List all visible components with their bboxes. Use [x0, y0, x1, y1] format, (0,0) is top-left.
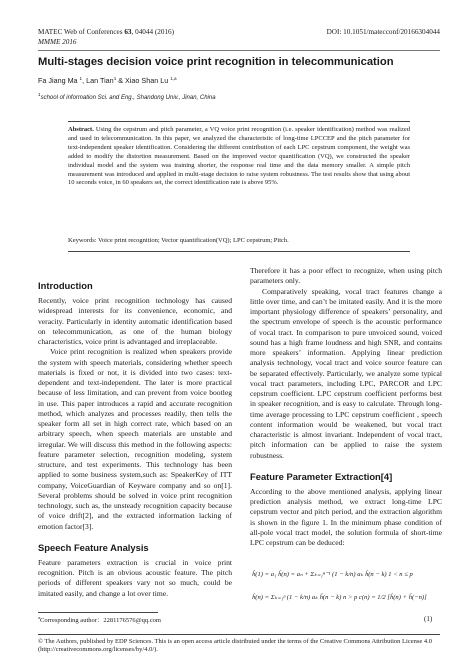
- equation-number: (1): [424, 615, 433, 623]
- right-paragraph-0: Therefore it has a poor effect to recognize, when using pitch parameters only.: [250, 266, 442, 286]
- conference-name: MMME 2016: [38, 38, 77, 46]
- feature-extraction-heading: Feature Parameter Extraction[4]: [250, 470, 393, 482]
- footnote-rule: [38, 612, 158, 613]
- license-note: © The Authors, published by EDP Sciences. This is an open access article distributed under the terms of the Creative Commons Attribution License 4.0 (http://creativecommons.org/licenses/by/4.0/).: [38, 638, 433, 653]
- abstract-top-rule: [68, 121, 410, 122]
- left-column: [38, 280, 232, 599]
- journal-citation: MATEC Web of Conferences 63, 04044 (2016): [38, 28, 175, 36]
- paper-title: Multi-stages decision voice print recognition in telecommunication: [38, 56, 394, 68]
- header-rule: [38, 50, 440, 51]
- right-paragraph-1: Comparatively speaking, vocal tract features change a little over time, and can’t be imitated easily. And it is the more important physiology difference of speakers’ personality, and the spectrum envelope of speech is the acoustic performance of vocal tract. In comparison to pure unvoiced sound, voiced sound has a high frame loudness and high SNR, and contains more speakers’ information. Applying linear prediction analysis technology, vocal tract and voice source feature can be separated effectively. Particularly, we analyze some typical vocal tract parameters, including LPC, PARCOR and LPC cepstrum coefficient. LPC cepstrum coefficient performs best in speaker recognition, and is easy to calculate. Through long-time average processing to LPC cepstrum coefficient , speech content information would be weakened, but vocal tract characteristic is almost invariant. Independent of vocal tract, pitch information can be applied to raise the system robustness.: [250, 286, 442, 460]
- doi: DOI: 10.1051/matecconf/20166304044: [326, 28, 440, 36]
- intro-paragraph-1: Recently, voice print recognition technology has caused widespread interests for its convenience, economic, and veracity. Particularly in identity automatic identification based on telecommunication, as one of the human biology characteristics, voice print is advantaged and irreplaceable.: [38, 296, 232, 346]
- page-bottom-rule: [38, 634, 440, 635]
- author-list: Fa Jiang Ma $^1$, Lan Tian$^1$ & Xiao Shan Lu $^{1,a}$: [38, 76, 177, 85]
- affiliation: $^1$school of information Sci. and Eng., Shandong Univ., Jinan, China: [38, 92, 216, 101]
- abstract-bottom-rule: [68, 251, 410, 252]
- speech-feature-heading: Speech Feature Analysis: [38, 541, 149, 553]
- introduction-heading: Introduction: [38, 280, 93, 291]
- right-paragraph-2: According to the above mentioned analysis, applying linear prediction analysis method, we extract long-time LPC cepstrum vector and pitch period, and the extraction algorithm is shown in the figure 1. In the minimum phase condition of all-pole vocal tract model, the solution formula of short-time LPC cepstrum can be deduced:: [250, 486, 442, 547]
- right-column: [250, 266, 442, 548]
- equation-line-2: ĥ(n) = Σₖ₌₁ᵖ (1 − k/n) aₖ ĥ(n − k) n > p c(n) = 1/2 [ĥ(n) + ĥ(−n)]: [252, 594, 427, 601]
- speech-paragraph-1: Feature parameters extraction is crucial in voice print recognition. Pitch is an obvious acoustic feature. The pitch periods of different speakers vary not so much, could be imitated easily, and change a lot over time.: [38, 557, 232, 598]
- corresponding-author: $^a$Corresponding author：2281176576@qq.com: [38, 615, 161, 624]
- intro-paragraph-2: Voice print recognition is realized when speakers provide the system with speech materials, considering whether speech materials is fixed or not, it is divided into two cases: text-dependent and text-independent. The later is more practical because of less limitation, and can prevent from voice bootleg in use. This paper introduces a rapid and accurate recognition method, which analyzes and processes readily, then tells the speaker form all set in high correct rate, which based on an arbitrary speech, when speech materials are unstable and irregular. We will discuss this method in the following aspects: feature parameter selection, recognition modeling, system structure, and test experiments. This technology has been applied to some business system,such as: SpeakerKey of ITT company, VoiceGuardian of Keyware company and so on[1]. Several problems should be solved in voice print recognition technology, such as, the unsteady recognition capacity because of voice drift[2], and the extracted information lacking of emotion factor[3].: [38, 347, 232, 531]
- abstract: Abstract. Using the cepstrum and pitch parameter, a VQ voice print recognition (i.e. speaker identification) method was realized and used in telecommunication. In this paper, we analyzed the characteristic of long-time LPCCEP and the pitch parameter for text-independent speaker identification. Considering the different contribution of each LPC cepstrum component, the weight was added to modify the distortion measurement. Based on the improved vector quantification (VQ), we constructed the speaker individual model and the system was training shorter, the response real time and the data memory smaller. A simple pitch measurement was introduced and applied in multi-stage decision to raise system robustness. The test results show that using about 10 seconds voice, in 60 speakers set, the correct identification rate is above 95%.: [68, 126, 410, 187]
- equation-line-1: ĥ(1) = a₁ ĥ(n) = aₙ + Σₖ₌₁ⁿ⁻¹ (1 − k/n) aₖ ĥ(n − k) 1 < n ≤ p: [252, 571, 413, 578]
- keywords: Keywords: Voice print recognition; Vector quantification(VQ); LPC cepstrum; Pitch.: [68, 237, 289, 244]
